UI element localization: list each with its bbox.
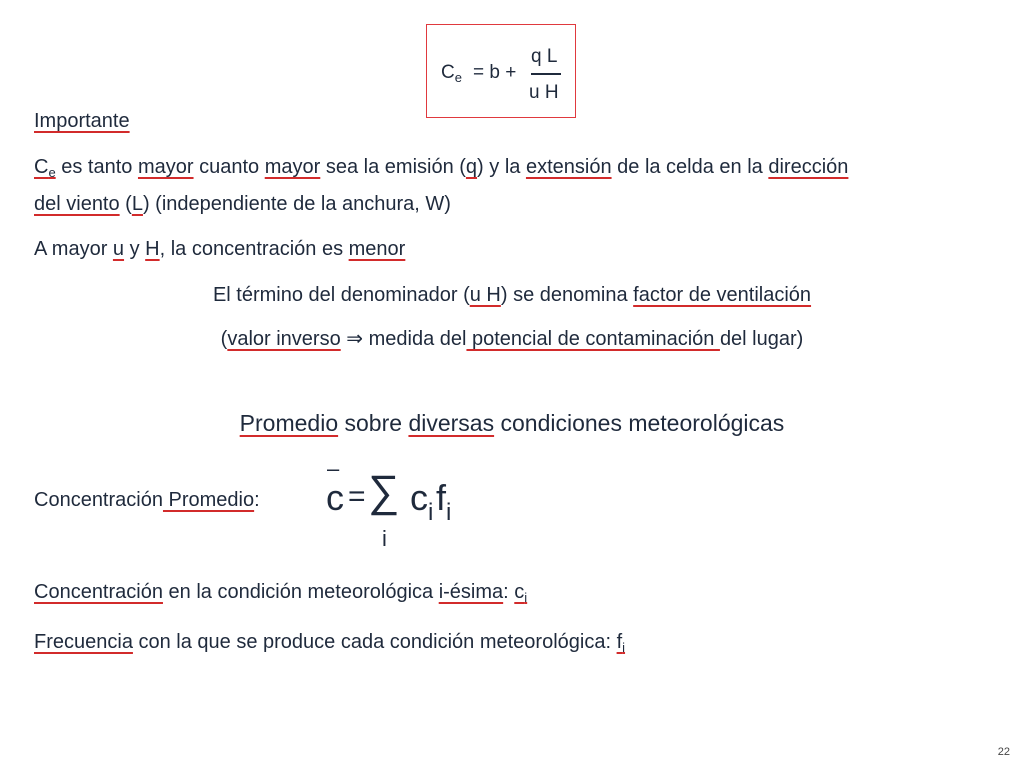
- para3: El término del denominador (u H) se denomina factor de ventilación: [212, 284, 812, 306]
- term-fi: $f_i$: [436, 477, 452, 526]
- ci-symbol: $c_i$: [514, 581, 528, 605]
- formula-box: [426, 24, 576, 118]
- fraction-bar: [531, 73, 561, 75]
- mean-c: c: [326, 477, 344, 518]
- para2: A mayor u y H, la concentración es menor: [34, 238, 406, 260]
- fi-symbol: $f_i$: [616, 631, 626, 655]
- sum-index: i: [382, 526, 387, 551]
- page-number: 22: [997, 746, 1010, 758]
- para4: (valor inverso ⇒ medida del potencial de contaminación del lugar): [220, 328, 804, 350]
- para1-line1: $C_e$ es tanto mayor cuanto mayor sea la emisión (q) y la extensión de la celda en la dirección: [34, 156, 849, 180]
- formula-lhs: $C_e$: [441, 62, 462, 85]
- definition-fi: Frecuencia con la que se produce cada condición meteorológica: $f_i$: [34, 631, 626, 655]
- avg-equals: =: [348, 480, 366, 513]
- term-ci: $c_i$: [410, 477, 434, 526]
- formula-equals-plus: = b +: [473, 62, 517, 83]
- sum-symbol: ∑: [368, 467, 400, 516]
- formula-denominator: u H: [529, 82, 559, 103]
- implies-arrow-icon: ⇒: [340, 328, 369, 350]
- avg-label: Concentración Promedio:: [34, 489, 260, 511]
- section-heading: Promedio sobre diversas condiciones meteorológicas: [239, 410, 785, 436]
- definition-ci: Concentración en la condición meteorológica i-ésima: $c_i$: [34, 581, 528, 605]
- ce-term: $C_e$: [34, 156, 56, 180]
- mean-bar: –: [327, 456, 340, 481]
- importante-label: Importante: [34, 110, 130, 132]
- para1-line2: del viento (L) (independiente de la anchura, W): [34, 193, 451, 215]
- formula-numerator: q L: [531, 46, 558, 67]
